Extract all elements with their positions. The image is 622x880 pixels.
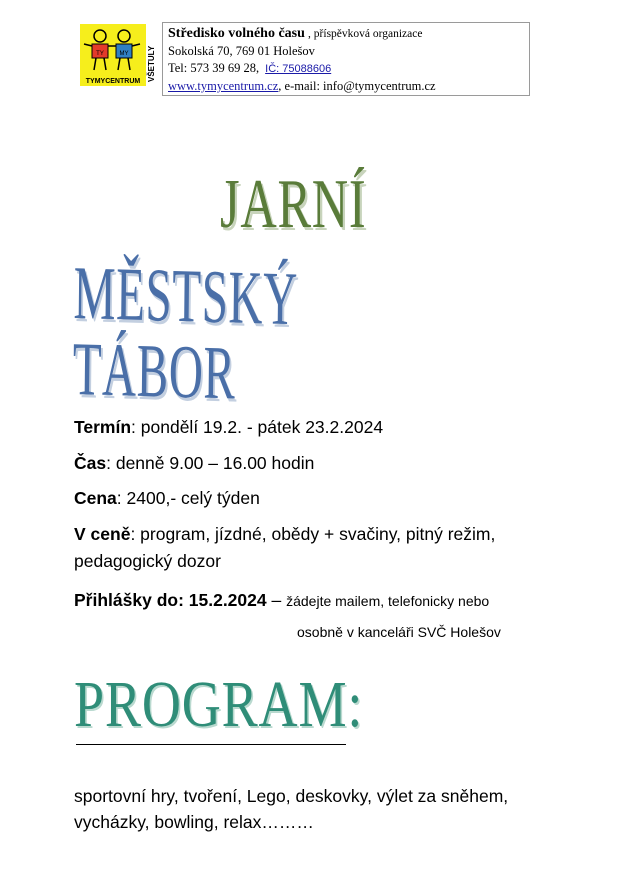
org-contact-line <box>168 78 529 95</box>
org-address: Sokolská 70, 769 01 Holešov <box>168 44 315 58</box>
vcene-label: V ceně <box>74 524 131 544</box>
program-underline <box>76 744 346 745</box>
vcene-value-cont: pedagogický dozor <box>74 551 221 571</box>
info-cas <box>74 452 314 474</box>
org-web-link[interactable]: www.tymycentrum.cz <box>168 79 279 93</box>
info-v-cene <box>74 523 574 545</box>
org-name-line <box>168 25 529 43</box>
prihl-value: žádejte mailem, telefonicky nebo <box>286 593 490 609</box>
program-title: PROGRAM: <box>74 668 364 741</box>
logo-right-label: MY <box>119 51 129 57</box>
logo-side-text: VŠETULY <box>147 45 156 82</box>
cas-label: Čas <box>74 453 107 473</box>
organization-header <box>162 22 530 96</box>
prihl-label: Přihlášky do: 15.2.2024 <box>74 590 267 610</box>
cas-value: : denně 9.00 – 16.00 hodin <box>106 453 315 473</box>
org-phone-line <box>168 60 529 78</box>
termin-value: : pondělí 19.2. - pátek 23.2.2024 <box>131 417 384 437</box>
title-mestsky-tabor: MĚSTSKÝ TÁBOR <box>72 251 299 416</box>
org-name: Středisko volného času <box>168 26 305 41</box>
tymycentrum-logo <box>80 24 156 94</box>
prihl-dash: – <box>266 590 287 610</box>
org-type: , příspěvková organizace <box>308 28 423 40</box>
program-text: sportovní hry, tvoření, Lego, deskovky, výlet za sněhem, vycházky, bowling, relax……… <box>74 786 509 832</box>
logo-bottom-text: TYMYCENTRUM <box>85 78 141 85</box>
org-email: , e-mail: info@tymycentrum.cz <box>278 79 436 93</box>
termin-label: Termín <box>74 417 132 437</box>
cena-label: Cena <box>74 488 117 508</box>
info-termin <box>74 416 383 438</box>
org-ic-link[interactable]: IČ: 75088606 <box>265 63 332 75</box>
title-jarni: JARNÍ <box>220 166 367 243</box>
info-cena <box>74 487 260 509</box>
org-phone: Tel: 573 39 69 28, <box>168 61 260 75</box>
prihl-value-cont: osobně v kanceláři SVČ Holešov <box>297 624 501 640</box>
logo-left-label: TY <box>96 51 104 57</box>
cena-value: : 2400,- celý týden <box>116 488 260 508</box>
vcene-value: : program, jízdné, obědy + svačiny, pitný režim, <box>130 524 496 544</box>
info-prihlasky <box>74 589 489 612</box>
